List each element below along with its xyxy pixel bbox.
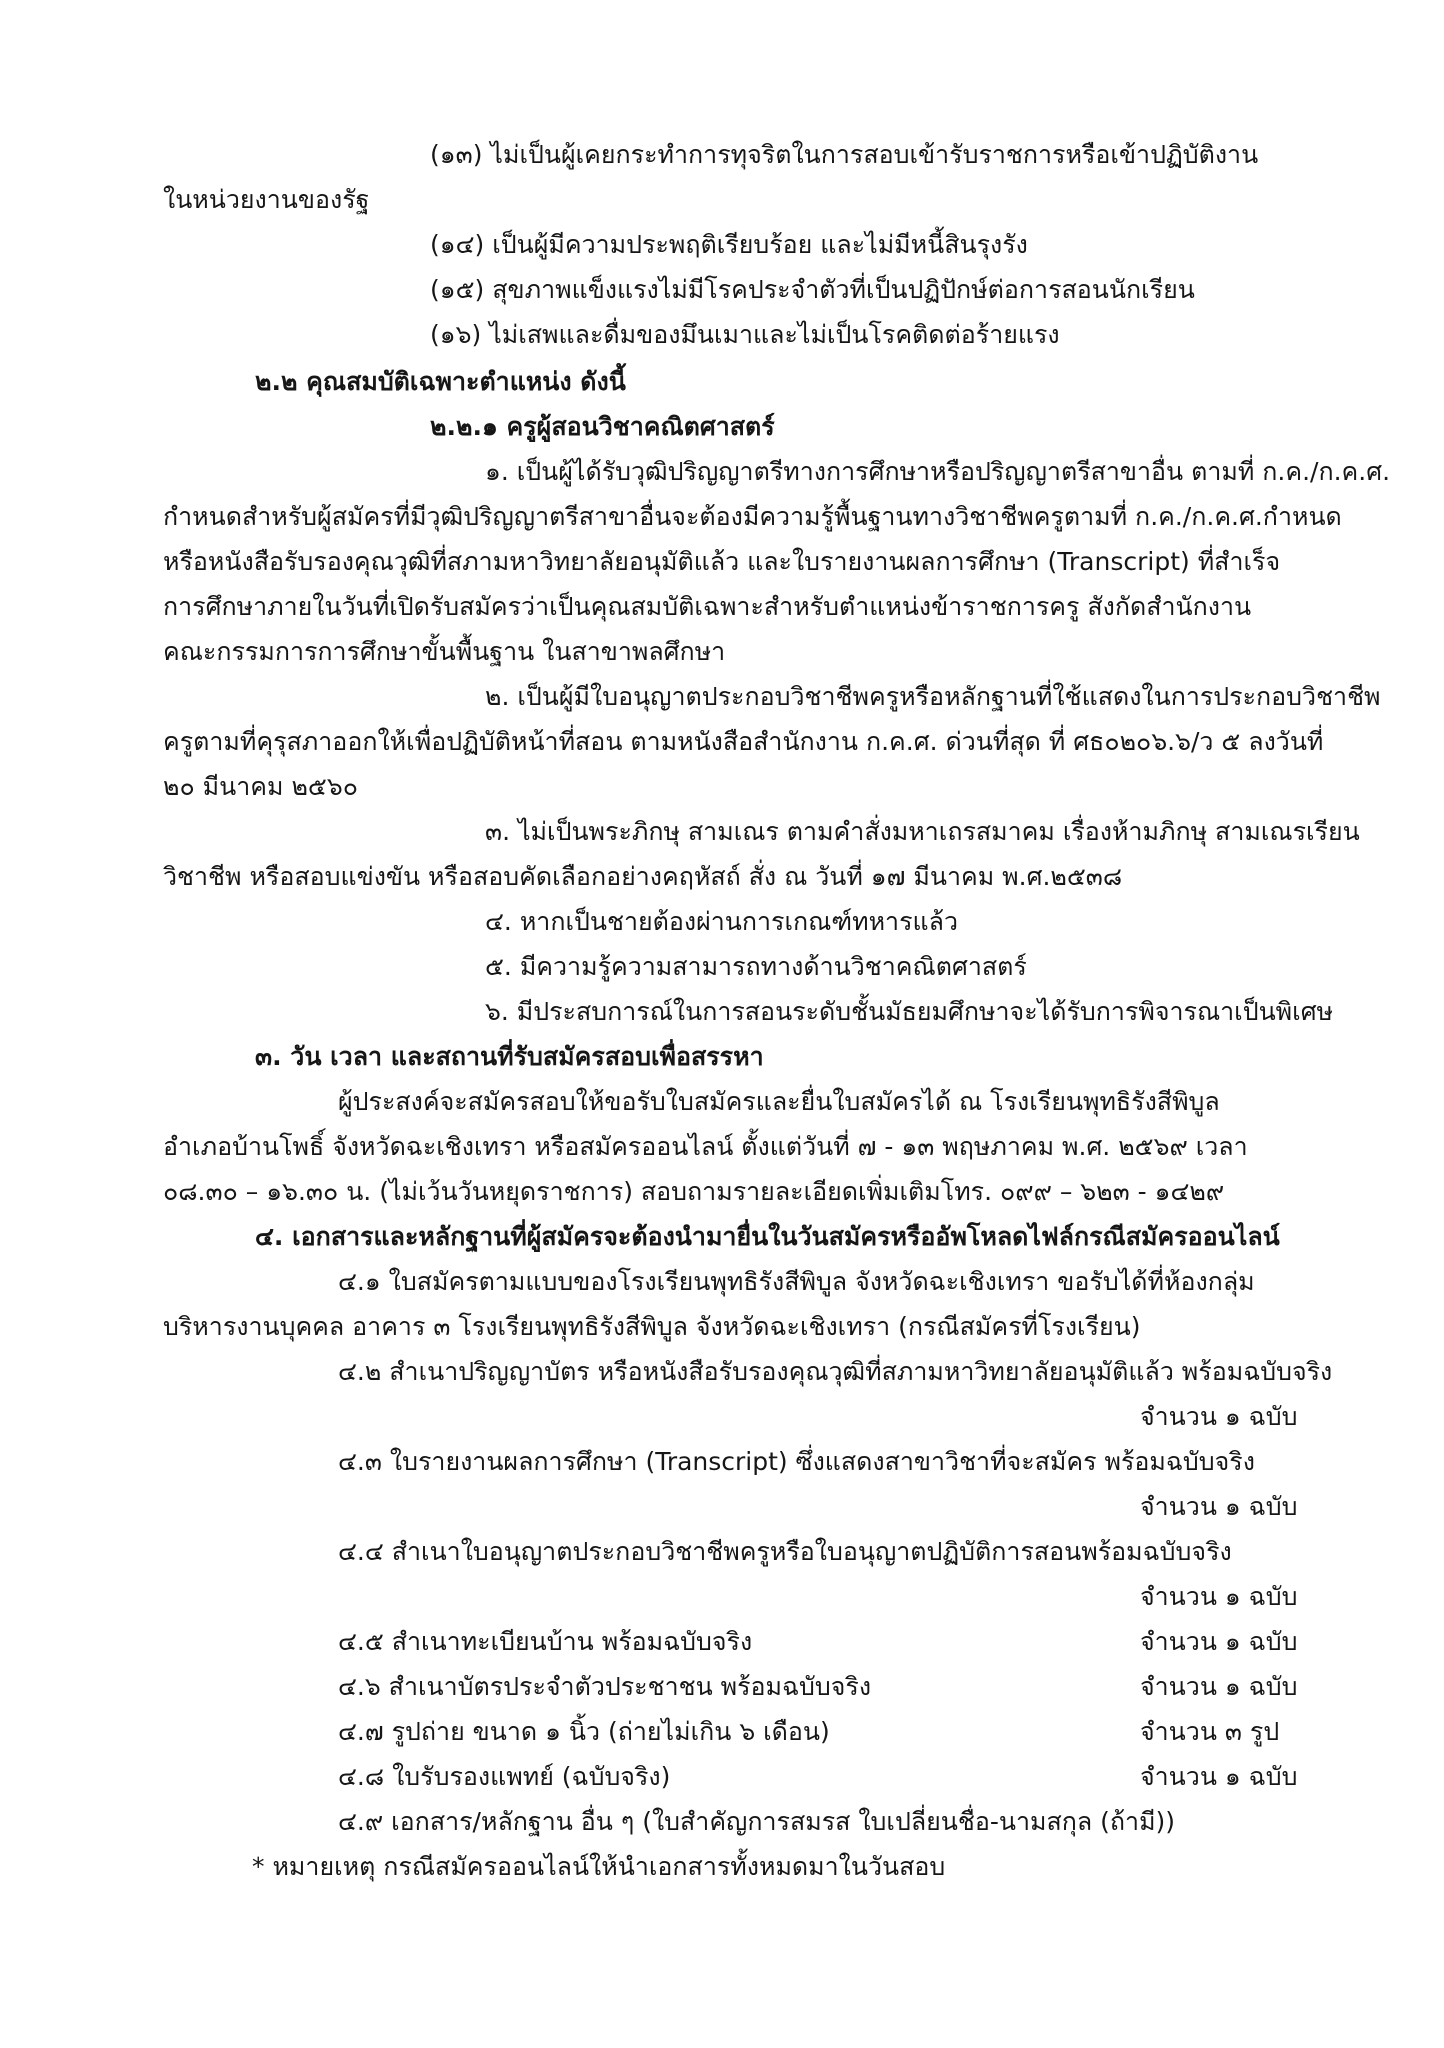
document-4-7: ๔.๗ รูปถ่าย ขนาด ๑ นิ้ว (ถ่ายไม่เกิน ๖ เดือน) — [338, 1717, 830, 1746]
note: * หมายเหตุ กรณีสมัครออนไลน์ให้นำเอกสารทั้งหมดมาในวันสอบ — [252, 1852, 946, 1881]
qualification-1-line-2: กำหนดสำหรับผู้สมัครที่มีวุฒิปริญญาตรีสาขาอื่นจะต้องมีความรู้พื้นฐานทางวิชาชีพครูตามที่ ก.ค./ก.ค.ศ.กำหนด — [163, 502, 1342, 531]
document-4-9: ๔.๙ เอกสาร/หลักฐาน อื่น ๆ (ใบสำคัญการสมรส ใบเปลี่ยนชื่อ-นามสกุล (ถ้ามี)) — [338, 1807, 1176, 1836]
section-2-2-heading: ๒.๒ คุณสมบัติเฉพาะตำแหน่ง ดังนี้ — [255, 367, 626, 396]
document-4-3: ๔.๓ ใบรายงานผลการศึกษา (Transcript) ซึ่งแสดงสาขาวิชาที่จะสมัคร พร้อมฉบับจริง — [338, 1447, 1255, 1476]
document-4-3-count: จำนวน ๑ ฉบับ — [1140, 1492, 1298, 1521]
clause-13-line-1: (๑๓) ไม่เป็นผู้เคยกระทำการทุจริตในการสอบเข้ารับราชการหรือเข้าปฏิบัติงาน — [430, 140, 1259, 169]
section-3-line-2: อำเภอบ้านโพธิ์ จังหวัดฉะเชิงเทรา หรือสมัครออนไลน์ ตั้งแต่วันที่ ๗ - ๑๓ พฤษภาคม พ.ศ. ๒๕๖๙ เวลา — [163, 1132, 1248, 1161]
section-2-2-1-heading: ๒.๒.๑ ครูผู้สอนวิชาคณิตศาสตร์ — [430, 412, 775, 441]
document-4-6-count: จำนวน ๑ ฉบับ — [1140, 1672, 1298, 1701]
document-4-1-line-2: บริหารงานบุคคล อาคาร ๓ โรงเรียนพุทธิรังสีพิบูล จังหวัดฉะเชิงเทรา (กรณีสมัครที่โรงเรียน) — [163, 1312, 1141, 1341]
qualification-3-line-1: ๓. ไม่เป็นพระภิกษุ สามเณร ตามคำสั่งมหาเถรสมาคม เรื่องห้ามภิกษุ สามเณรเรียน — [485, 817, 1360, 846]
document-4-2-count: จำนวน ๑ ฉบับ — [1140, 1402, 1298, 1431]
document-4-6: ๔.๖ สำเนาบัตรประจำตัวประชาชน พร้อมฉบับจริง — [338, 1672, 872, 1701]
document-4-8: ๔.๘ ใบรับรองแพทย์ (ฉบับจริง) — [338, 1762, 671, 1791]
document-4-5-count: จำนวน ๑ ฉบับ — [1140, 1627, 1298, 1656]
clause-13-line-2: ในหน่วยงานของรัฐ — [163, 185, 370, 214]
document-4-4-count: จำนวน ๑ ฉบับ — [1140, 1582, 1298, 1611]
qualification-2-line-1: ๒. เป็นผู้มีใบอนุญาตประกอบวิชาชีพครูหรือหลักฐานที่ใช้แสดงในการประกอบวิชาชีพ — [485, 682, 1381, 711]
section-3-heading: ๓. วัน เวลา และสถานที่รับสมัครสอบเพื่อสรรหา — [255, 1042, 764, 1071]
qualification-2-line-2: ครูตามที่คุรุสภาออกให้เพื่อปฏิบัติหน้าที่สอน ตามหนังสือสำนักงาน ก.ค.ศ. ด่วนที่สุด ที่ ศธ๐๒๐๖.๖/ว ๕ ลงวันที่ — [163, 727, 1324, 756]
section-3-line-3: ๐๘.๓๐ – ๑๖.๓๐ น. (ไม่เว้นวันหยุดราชการ) สอบถามรายละเอียดเพิ่มเติมโทร. ๐๙๙ – ๖๒๓ - ๑๔๒๙ — [163, 1177, 1225, 1206]
qualification-1-line-3: หรือหนังสือรับรองคุณวุฒิที่สภามหาวิทยาลัยอนุมัติแล้ว และใบรายงานผลการศึกษา (Transcript) ที่สำเร็จ — [163, 547, 1281, 576]
document-4-5: ๔.๕ สำเนาทะเบียนบ้าน พร้อมฉบับจริง — [338, 1627, 753, 1656]
document-4-8-count: จำนวน ๑ ฉบับ — [1140, 1762, 1298, 1791]
qualification-1-line-1: ๑. เป็นผู้ได้รับวุฒิปริญญาตรีทางการศึกษาหรือปริญญาตรีสาขาอื่น ตามที่ ก.ค./ก.ค.ศ. — [485, 457, 1391, 486]
qualification-5: ๕. มีความรู้ความสามารถทางด้านวิชาคณิตศาสตร์ — [485, 952, 1027, 981]
qualification-6: ๖. มีประสบการณ์ในการสอนระดับชั้นมัธยมศึกษาจะได้รับการพิจารณาเป็นพิเศษ — [485, 997, 1334, 1026]
clause-15: (๑๕) สุขภาพแข็งแรงไม่มีโรคประจำตัวที่เป็นปฏิปักษ์ต่อการสอนนักเรียน — [430, 275, 1195, 304]
clause-14: (๑๔) เป็นผู้มีความประพฤติเรียบร้อย และไม่มีหนี้สินรุงรัง — [430, 230, 1028, 259]
document-4-4: ๔.๔ สำเนาใบอนุญาตประกอบวิชาชีพครูหรือใบอนุญาตปฏิบัติการสอนพร้อมฉบับจริง — [338, 1537, 1232, 1566]
section-3-line-1: ผู้ประสงค์จะสมัครสอบให้ขอรับใบสมัครและยื่นใบสมัครได้ ณ โรงเรียนพุทธิรังสีพิบูล — [338, 1087, 1220, 1116]
document-4-7-count: จำนวน ๓ รูป — [1140, 1717, 1280, 1746]
section-4-heading: ๔. เอกสารและหลักฐานที่ผู้สมัครจะต้องนำมายื่นในวันสมัครหรืออัพโหลดไฟล์กรณีสมัครออนไลน์ — [255, 1222, 1280, 1251]
qualification-2-line-3: ๒๐ มีนาคม ๒๕๖๐ — [163, 772, 358, 801]
qualification-3-line-2: วิชาชีพ หรือสอบแข่งขัน หรือสอบคัดเลือกอย่างคฤหัสถ์ สั่ง ณ วันที่ ๑๗ มีนาคม พ.ศ.๒๕๓๘ — [163, 862, 1123, 891]
clause-16: (๑๖) ไม่เสพและดื่มของมึนเมาและไม่เป็นโรคติดต่อร้ายแรง — [430, 320, 1060, 349]
qualification-1-line-4: การศึกษาภายในวันที่เปิดรับสมัครว่าเป็นคุณสมบัติเฉพาะสำหรับตำแหน่งข้าราชการครู สังกัดสำนักงาน — [163, 592, 1252, 621]
document-4-2: ๔.๒ สำเนาปริญญาบัตร หรือหนังสือรับรองคุณวุฒิที่สภามหาวิทยาลัยอนุมัติแล้ว พร้อมฉบับจริง — [338, 1357, 1333, 1386]
qualification-4: ๔. หากเป็นชายต้องผ่านการเกณฑ์ทหารแล้ว — [485, 907, 958, 936]
qualification-1-line-5: คณะกรรมการการศึกษาขั้นพื้นฐาน ในสาขาพลศึกษา — [163, 637, 726, 666]
document-4-1-line-1: ๔.๑ ใบสมัครตามแบบของโรงเรียนพุทธิรังสีพิบูล จังหวัดฉะเชิงเทรา ขอรับได้ที่ห้องกลุ่ม — [338, 1267, 1255, 1296]
